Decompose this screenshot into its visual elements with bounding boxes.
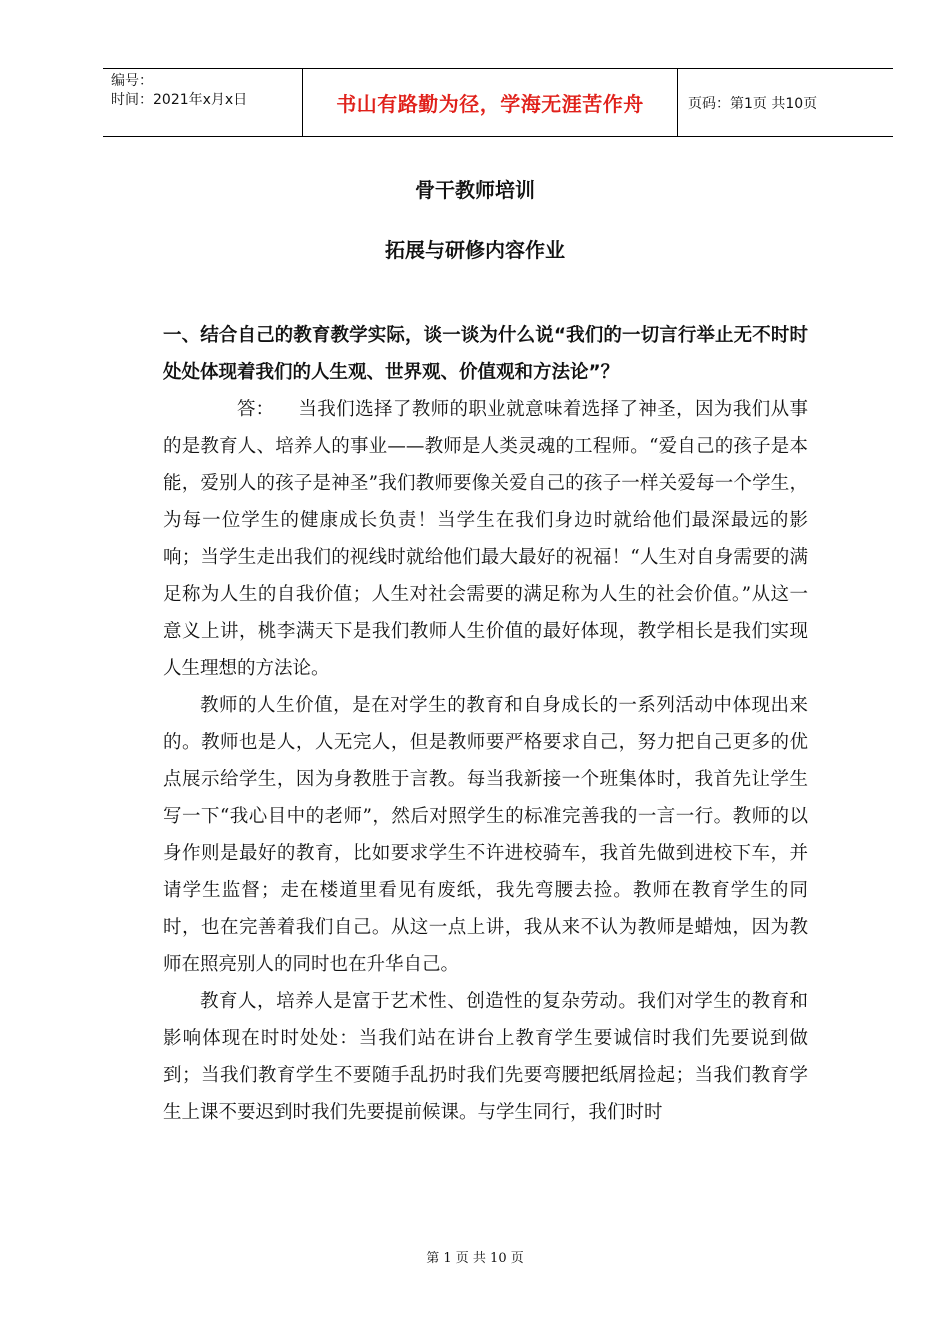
header-motto: 书山有路勤为径，学海无涯苦作舟 [303, 69, 678, 136]
document-body [163, 317, 808, 1131]
document-title: 骨干教师培训 [415, 178, 535, 202]
page-header [103, 68, 893, 137]
time-label: 时间：2021年x月x日 [111, 92, 248, 108]
document-subtitle: 拓展与研修内容作业 [385, 238, 565, 262]
paragraph: 教育人，培养人是富于艺术性、创造性的复杂劳动。我们对学生的教育和影响体现在时时处处：当我们站在讲台上教育学生要诚信时我们先要说到做到；当我们教育学生不要随手乱扔时我们先要弯腰把纸屑捡起；当我们教育学生上课不要迟到时我们先要提前候课。与学生同行，我们时时 [163, 991, 808, 1123]
answer-label: 答： [237, 399, 275, 420]
page-footer: 第 1 页 共 10 页 [426, 1251, 524, 1266]
number-label: 编号： [111, 73, 153, 89]
question-heading: 一、结合自己的教育教学实际，谈一谈为什么说“我们的一切言行举止无不时时处处体现着我们的人生观、世界观、价值观和方法论”？ [163, 325, 808, 383]
paragraph: 教师的人生价值，是在对学生的教育和自身成长的一系列活动中体现出来的。教师也是人，人无完人，但是教师要严格要求自己，努力把自己更多的优点展示给学生，因为身教胜于言教。每当我新接一个班集体时，我首先让学生写一下“我心目中的老师”，然后对照学生的标准完善我的一言一行。教师的以身作则是最好的教育，比如要求学生不许进校骑车，我首先做到进校下车，并请学生监督；走在楼道里看见有废纸，我先弯腰去捡。教师在教育学生的同时，也在完善着我们自己。从这一点上讲，我从来不认为教师是蜡烛，因为教师在照亮别人的同时也在升华自己。 [163, 695, 808, 975]
header-meta [103, 69, 303, 136]
paragraph [163, 391, 808, 687]
header-page-info: 页码：第1页 共10页 [688, 95, 818, 112]
paragraph-text: 当我们选择了教师的职业就意味着选择了神圣，因为我们从事的是教育人、培养人的事业——教师是人类灵魂的工程师。“爱自己的孩子是本能，爱别人的孩子是神圣”我们教师要像关爱自己的孩子一样关爱每一个学生，为每一位学生的健康成长负责！当学生在我们身边时就给他们最深最远的影响；当学生走出我们的视线时就给他们最大最好的祝福！“人生对自身需要的满足称为人生的自我价值；人生对社会需要的满足称为人生的社会价值。”从这一意义上讲，桃李满天下是我们教师人生价值的最好体现，教学相长是我们实现人生理想的方法论。 [163, 399, 808, 679]
